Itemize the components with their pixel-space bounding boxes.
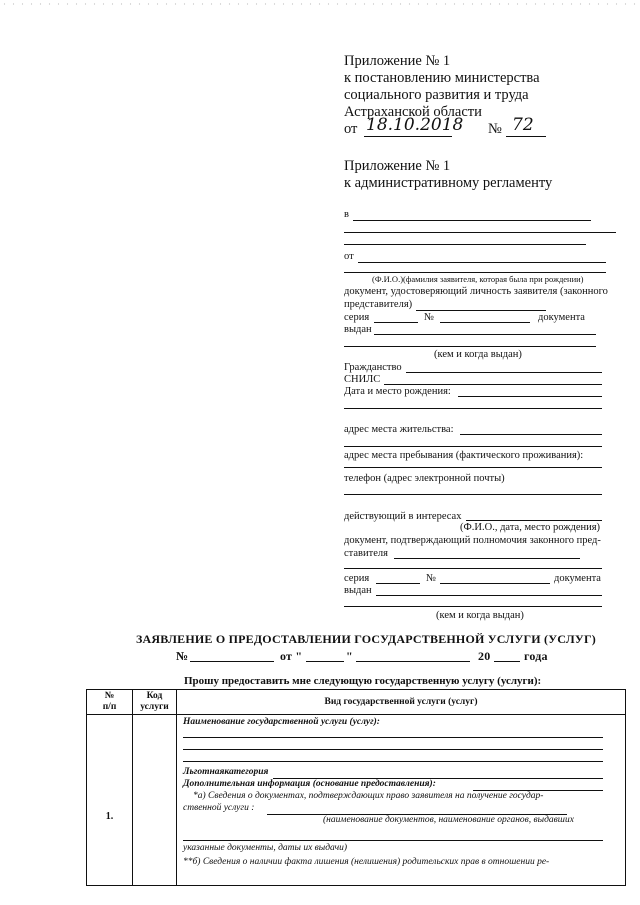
note-a-line-b[interactable] xyxy=(183,840,603,841)
statement-from: от " xyxy=(280,649,303,663)
appendix1-title: Приложение № 1 xyxy=(344,53,451,69)
row-kind-cell xyxy=(177,715,626,886)
category-label: Льготнаякатегория xyxy=(183,767,269,777)
id-doc-label-1: документ, удостоверяющий личность заявителя (законного xyxy=(344,286,608,297)
from-line-2 xyxy=(344,272,606,273)
col-header-kind: Вид государственной услуги (услуг) xyxy=(177,690,626,715)
service-name-label: Наименование государственной услуги (услуг): xyxy=(183,717,380,727)
statement-title: ЗАЯВЛЕНИЕ О ПРЕДОСТАВЛЕНИИ ГОСУДАРСТВЕННОЙ УСЛУГИ (УСЛУГ) xyxy=(136,632,596,646)
table-header-row xyxy=(87,690,626,715)
acting-label: действующий в интересах xyxy=(344,511,462,522)
phone-label: телефон (адрес электронной почты) xyxy=(344,473,505,484)
note-a-line-2: ственной услуги : xyxy=(183,803,255,813)
note-a-caption: (наименование документов, наименование органов, выдавших xyxy=(323,815,574,825)
col-header-number: № п/п xyxy=(87,690,133,715)
service-line-1[interactable] xyxy=(183,737,603,738)
number-label-2: № xyxy=(426,573,437,584)
series-label: серия xyxy=(344,312,370,323)
row-number: 1. xyxy=(105,811,114,822)
fio-caption: (Ф.И.О.)(фамилия заявителя, которая была при рождении) xyxy=(372,274,584,284)
acting-caption: (Ф.И.О., дата, место рождения) xyxy=(460,522,601,533)
issued-line-4 xyxy=(344,606,602,607)
snils-label: СНИЛС xyxy=(344,374,381,385)
to-label: в xyxy=(344,209,349,220)
request-text: Прошу предоставить мне следующую государственную услугу (услуги): xyxy=(184,675,542,687)
appendix1-line3: социального развития и труда xyxy=(344,87,529,103)
number-line-2 xyxy=(440,583,550,584)
residence-line xyxy=(460,434,602,435)
citizenship-line xyxy=(406,372,602,373)
service-line-2[interactable] xyxy=(183,749,603,750)
issued-caption-2: (кем и когда выдан) xyxy=(436,610,524,621)
note-a-line-1: *а) Сведения о документах, подтверждающих право заявителя на получение государ- xyxy=(193,791,544,801)
number-line xyxy=(440,322,530,323)
statement-day-line xyxy=(306,661,344,662)
to-line-2 xyxy=(344,232,616,233)
document-label: документа xyxy=(538,312,585,323)
issued-line-3 xyxy=(376,595,602,596)
series-line xyxy=(374,322,418,323)
statement-no: № xyxy=(176,649,189,663)
from-line xyxy=(358,262,606,263)
to-line-1 xyxy=(353,220,591,221)
statement-no-line xyxy=(190,661,274,662)
issued-label: выдан xyxy=(344,324,372,335)
id-doc-label-2: представителя) xyxy=(344,299,413,310)
date-prefix: от xyxy=(344,121,358,137)
appendix2-title: Приложение № 1 xyxy=(344,158,451,174)
document-label-2: документа xyxy=(554,573,601,584)
phone-line xyxy=(344,494,602,495)
statement-year-prefix: 20 xyxy=(478,649,491,663)
series-line-2 xyxy=(376,583,420,584)
birth-line-2 xyxy=(344,408,602,409)
note-a-line-3: указанные документы, даты их выдачи) xyxy=(183,843,348,853)
appendix2-line2: к административному регламенту xyxy=(344,175,553,191)
rep-doc-line-2 xyxy=(344,568,602,569)
residence-label: адрес места жительства: xyxy=(344,424,454,435)
stay-label: адрес места пребывания (фактического проживания): xyxy=(344,450,584,461)
table-row xyxy=(87,715,626,886)
statement-month-line xyxy=(356,661,470,662)
rep-doc-line xyxy=(394,558,580,559)
services-table xyxy=(86,689,626,886)
issued-label-2: выдан xyxy=(344,585,372,596)
appendix1-line4: Астраханской области xyxy=(344,104,482,120)
series-label-2: серия xyxy=(344,573,370,584)
row-number-cell xyxy=(87,715,133,886)
rep-doc-label-1: документ, подтверждающий полномочия законного пред- xyxy=(344,535,601,546)
appendix1-line2: к постановлению министерства xyxy=(344,70,540,86)
birth-label: Дата и место рождения: xyxy=(344,386,451,397)
extra-info-label: Дополнительная информация (основание предоставления): xyxy=(183,779,436,789)
date-underline xyxy=(364,136,452,137)
statement-year-suffix: года xyxy=(524,649,548,663)
from-label: от xyxy=(344,251,354,262)
handwritten-number: 72 xyxy=(512,115,534,135)
stay-line xyxy=(344,467,602,468)
to-line-3 xyxy=(344,244,586,245)
service-line-3[interactable] xyxy=(183,761,603,762)
row-code-cell[interactable] xyxy=(133,715,177,886)
citizenship-label: Гражданство xyxy=(344,362,402,373)
number-prefix: № xyxy=(488,121,502,137)
birth-line xyxy=(458,396,602,397)
number-label: № xyxy=(424,312,435,323)
col-header-code: Код услуги xyxy=(133,690,177,715)
statement-quote: " xyxy=(346,649,353,663)
rep-doc-label-2: ставителя xyxy=(344,548,388,559)
note-b-line-1: **б) Сведения о наличии факта лишения (нелишения) родительских прав в отношении ре- xyxy=(183,857,550,867)
issued-line xyxy=(374,334,596,335)
issued-caption: (кем и когда выдан) xyxy=(434,349,522,360)
statement-year-line xyxy=(494,661,520,662)
issued-line-2 xyxy=(344,346,596,347)
id-doc-line xyxy=(416,310,546,311)
number-underline xyxy=(506,136,546,137)
residence-line-2 xyxy=(344,446,602,447)
handwritten-date: 18.10.2018 xyxy=(366,115,464,135)
scan-dots xyxy=(0,3,640,5)
